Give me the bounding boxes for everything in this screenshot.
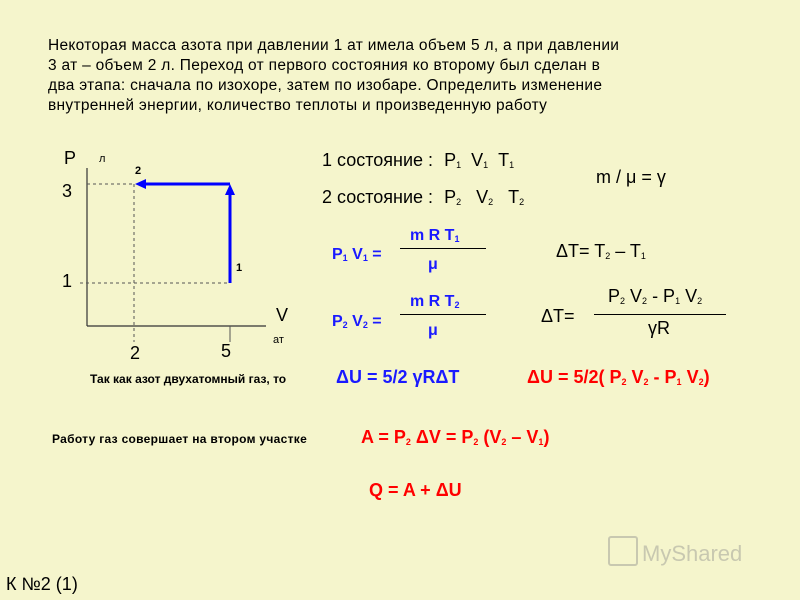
heat-formula: Q = A + ΔU [369,480,462,500]
gamma-definition: m / μ = γ [596,167,666,187]
formula-p1v1-numerator: m R $T_1$ [410,227,460,244]
v-axis-label: V [276,305,289,325]
p-axis-label: P [64,148,77,168]
state-1: 1 состояние : $P_1$ $V_1$ $T_1$ [322,150,515,170]
tick-p3-label: 3 [62,181,73,201]
watermark-logo: MyShared [608,536,742,567]
fraction-line [400,314,486,315]
work-formula: $A = P_2$ $\Delta V = P_2$ $(V_2 - V_1)$ [361,427,550,447]
formula-p2v2-left: $P_2$ $V_2$ = [332,313,382,330]
state-2-label: 2 состояние : [322,187,434,207]
delta-u-expanded: ΔU = 5/2( $P_2$ $V_2 - P_1$ $V_2$) [527,367,710,387]
tick-v5-label: 5 [221,341,232,361]
slide-label: К №2 (1) [6,574,78,594]
delta-t-definition: $\Delta T= T_2 - T_1$ [556,241,646,261]
delta-t-numerator: $P_2$ $V_2 - P_1$ $V_2$ [608,286,703,306]
delta-u-formula: ΔU = 5/2 γRΔT [336,367,460,387]
problem-line: два этапа: сначала по изохоре, затем по изобаре. Определить изменение [48,77,603,94]
fraction-line [594,314,726,315]
diatomic-intro-text: Так как азот двухатомный газ, то [90,372,287,386]
isochore-arrow [225,184,235,195]
problem-line: 3 ат – объем 2 л. Переход от первого состояния ко второму был сделан в [48,57,601,74]
point-2-label: 2 [135,165,142,177]
delta-t-denominator: γR [648,318,670,338]
fraction-line [400,248,486,249]
problem-line: внутренней энергии, количество теплоты и произведенную работу [48,97,548,114]
chart-logo-icon [608,536,638,566]
formula-p1v1-denominator: μ [428,256,438,273]
point-1-label: 1 [236,262,243,274]
formula-p2v2-numerator: m R $T_2$ [410,293,460,310]
p-axis-unit: л [99,153,106,165]
problem-line: Некоторая масса азота при давлении 1 ат имела объем 5 л, а при давлении [48,37,620,54]
state-2: 2 состояние : $P_2$ $V_2$ $T_2$ [322,187,525,207]
work-text: Работу газ совершает на втором участке [52,432,308,446]
tick-p1-label: 1 [62,271,73,291]
tick-v2-label: 2 [130,343,141,363]
v-axis-unit: ат [273,334,284,346]
formula-p2v2-denominator: μ [428,322,438,339]
formula-p1v1-left: $P_1$ $V_1$ = [332,246,382,263]
delta-t-label: ΔT= [541,306,575,326]
isobar-arrow [135,179,146,189]
state-1-label: 1 состояние : [322,150,434,170]
